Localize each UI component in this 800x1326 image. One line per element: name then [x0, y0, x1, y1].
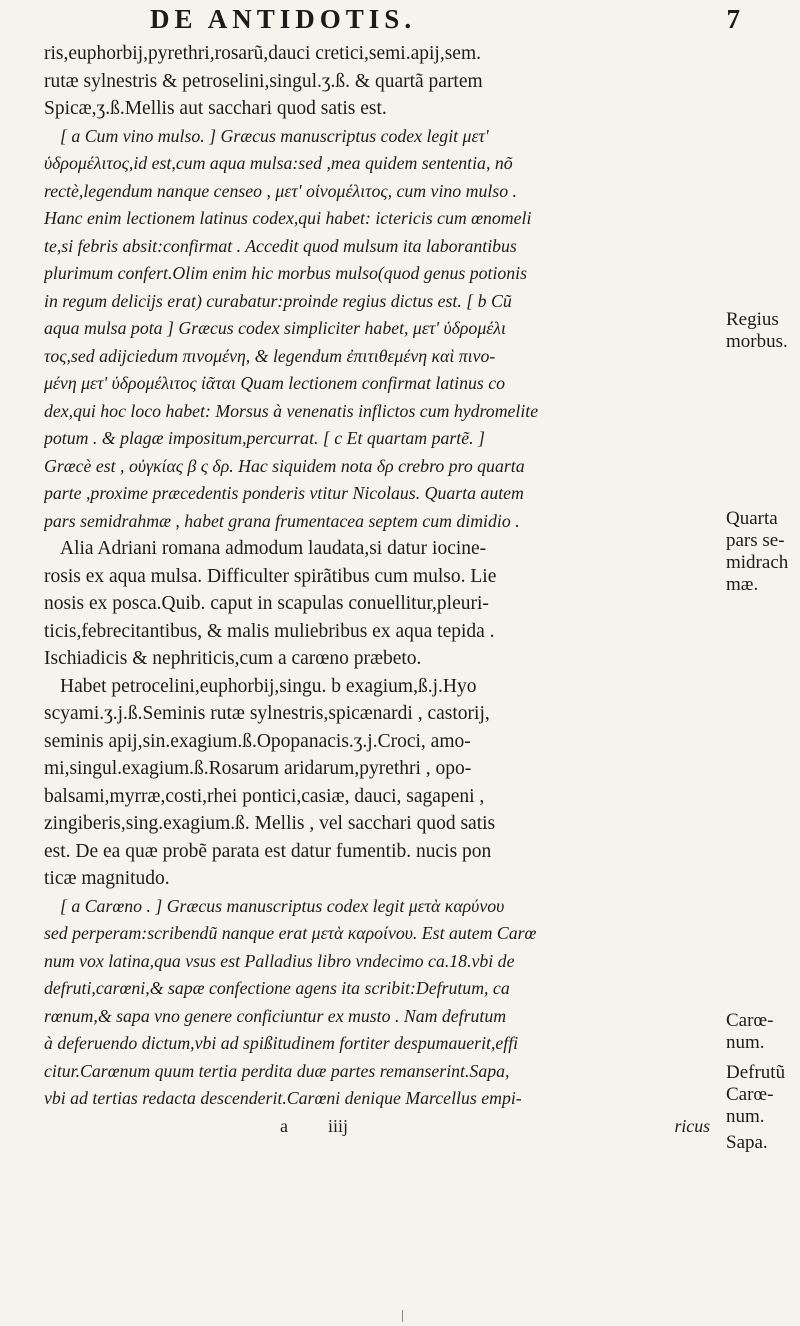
- margin-line: num.: [726, 1106, 765, 1127]
- annotation-line: rectè,legendum nanque censeo , μετ' οἰνομέλιτος, cum vino mulso .: [44, 180, 517, 201]
- text-line: ticis,febrecitantibus, & malis muliebribus ex aqua tepida .: [44, 620, 495, 642]
- text-line: Spicæ,ʒ.ß.Mellis aut sacchari quod satis est.: [44, 98, 387, 119]
- catchword: ricus: [674, 1115, 710, 1136]
- margin-line: midrach: [726, 552, 789, 573]
- annotation-line: ὑδρομέλιτος,id est,cum aqua mulsa:sed ,mea quidem sententia, nõ: [44, 153, 513, 173]
- annotation-line: citur.Carœnum quum tertia perdita duæ partes remanserint.Sapa,: [44, 1060, 510, 1081]
- annotation-line: τος,sed adijciedum πινομένη, & legendum ἐπιτιθεμένη καὶ πινο-: [44, 345, 496, 366]
- text-line: Alia Adriani romana admodum laudata,si datur iocine-: [60, 538, 487, 559]
- annotation-line: aqua mulsa pota ] Græcus codex simpliciter habet, μετ' ὑδρομέλι: [44, 318, 506, 338]
- text-line: ris,euphorbij,pyrethri,rosarũ,dauci cretici,semi.apij,sem.: [44, 43, 481, 64]
- annotation-line: dex,qui hoc loco habet: Morsus à venenatis inflictos cum hydromelite: [44, 400, 539, 421]
- text-line: seminis apij,sin.exagium.ß.Opopanacis.ʒ.j.Croci, amo-: [44, 730, 471, 752]
- annotation-line: Græcè est , οὐγκίας β ς δρ. Hac siquidem nota δρ crebro pro quarta: [44, 455, 525, 476]
- text-line: zingiberis,sing.exagium.ß. Mellis , vel sacchari quod satis: [44, 813, 496, 834]
- margin-line: morbus.: [726, 331, 788, 352]
- annotation-line: à deferuendo dictum,vbi ad spißitudinem fortiter despumauerit,effi: [44, 1033, 519, 1053]
- annotation-line: [ a Carœno . ] Græcus manuscriptus codex legit μετὰ καρύνου: [60, 895, 505, 916]
- signature-mark: a: [280, 1115, 288, 1136]
- marginal-note-sapa: [726, 1132, 800, 1154]
- text-line: Habet petrocelini,euphorbij,singu. b exagium,ß.j.Hyo: [60, 675, 477, 697]
- annotation-line: in regum delicijs erat) curabatur:proinde regius dictus est. [ b Cũ: [44, 290, 512, 311]
- text-line: Ischiadicis & nephriticis,cum a carœno præbeto.: [44, 648, 422, 669]
- paper-speck: [402, 1310, 403, 1322]
- annotation-line: μένη μετ' ὑδρομέλιτος ἰᾶται Quam lectionem confirmat latinus co: [44, 373, 506, 393]
- text-line: rosis ex aqua mulsa. Difficulter spirãtibus cum mulso. Lie: [44, 565, 497, 587]
- annotation-line: sed perperam:scribendũ nanque erat μετὰ καροίνου. Est autem Carœ: [44, 923, 537, 943]
- text-line: scyami.ʒ.j.ß.Seminis rutæ sylnestris,spicænardi , castorij,: [44, 703, 490, 724]
- margin-line: Defrutũ: [726, 1062, 786, 1083]
- margin-line: pars se-: [726, 530, 785, 551]
- text-line: ticæ magnitudo.: [44, 868, 170, 889]
- margin-line: Carœ-: [726, 1010, 774, 1031]
- text-line: mi,singul.exagium.ß.Rosarum aridarum,pyrethri , opo-: [44, 758, 472, 779]
- margin-line: Sapa.: [726, 1132, 768, 1153]
- text-line: rutæ sylnestris & petroselini,singul.ʒ.ß. & quartã partem: [44, 70, 483, 92]
- running-head: DE ANTIDOTIS.: [150, 4, 417, 34]
- margin-line: mæ.: [726, 574, 759, 595]
- page-number: 7: [726, 4, 740, 34]
- text-line: nosis ex posca.Quib. caput in scapulas conuellitur,pleuri-: [44, 593, 489, 614]
- annotation-line: num vox latina,qua vsus est Palladius libro vndecimo ca.18.vbi de: [44, 950, 515, 971]
- annotation-line: defruti,carœni,& sapæ confectione agens ita scribit:Defrutum, ca: [44, 978, 510, 998]
- annotation-line: pars semidrahmæ , habet grana frumentacea septem cum dimidio .: [44, 510, 520, 531]
- text-line: est. De ea quæ probẽ parata est datur fumentib. nucis pon: [44, 840, 492, 862]
- marginal-note-quarta: [726, 508, 800, 596]
- text-line: balsami,myrræ,costi,rhei pontici,casiæ, dauci, sagapeni ,: [44, 785, 485, 807]
- margin-line: num.: [726, 1032, 765, 1053]
- annotation-line: vbi ad tertias redacta descenderit.Carœni denique Marcellus empi-: [44, 1088, 522, 1108]
- signature-number: iiij: [328, 1115, 349, 1136]
- catchline: [44, 1113, 716, 1141]
- page-header: [40, 4, 740, 40]
- margin-line: Carœ-: [726, 1084, 774, 1105]
- marginal-note-defrutum: [726, 1062, 800, 1128]
- margin-line: Regius: [726, 309, 779, 330]
- annotation-line: Hanc enim lectionem latinus codex,qui habet: ictericis cum œnomeli: [44, 208, 532, 228]
- annotation-line: [ a Cum vino mulso. ] Græcus manuscriptus codex legit μετ': [60, 125, 489, 146]
- margin-line: Quarta: [726, 508, 778, 529]
- body-text: [44, 40, 716, 1140]
- annotation-line: potum . & plagæ impositum,percurrat. [ c Et quartam partẽ. ]: [44, 428, 485, 448]
- annotation-line: te,si febris absit:confirmat . Accedit quod mulsum ita laborantibus: [44, 235, 517, 256]
- marginal-note-regius: [726, 309, 800, 353]
- annotation-line: parte ,proxime præcedentis ponderis vtitur Nicolaus. Quarta autem: [44, 483, 524, 503]
- annotation-line: plurimum confert.Olim enim hic morbus mulso(quod genus potionis: [44, 263, 528, 283]
- marginal-note-caroenum: [726, 1010, 800, 1054]
- annotation-line: rœnum,& sapa vno genere conficiuntur ex musto . Nam defrutum: [44, 1005, 507, 1026]
